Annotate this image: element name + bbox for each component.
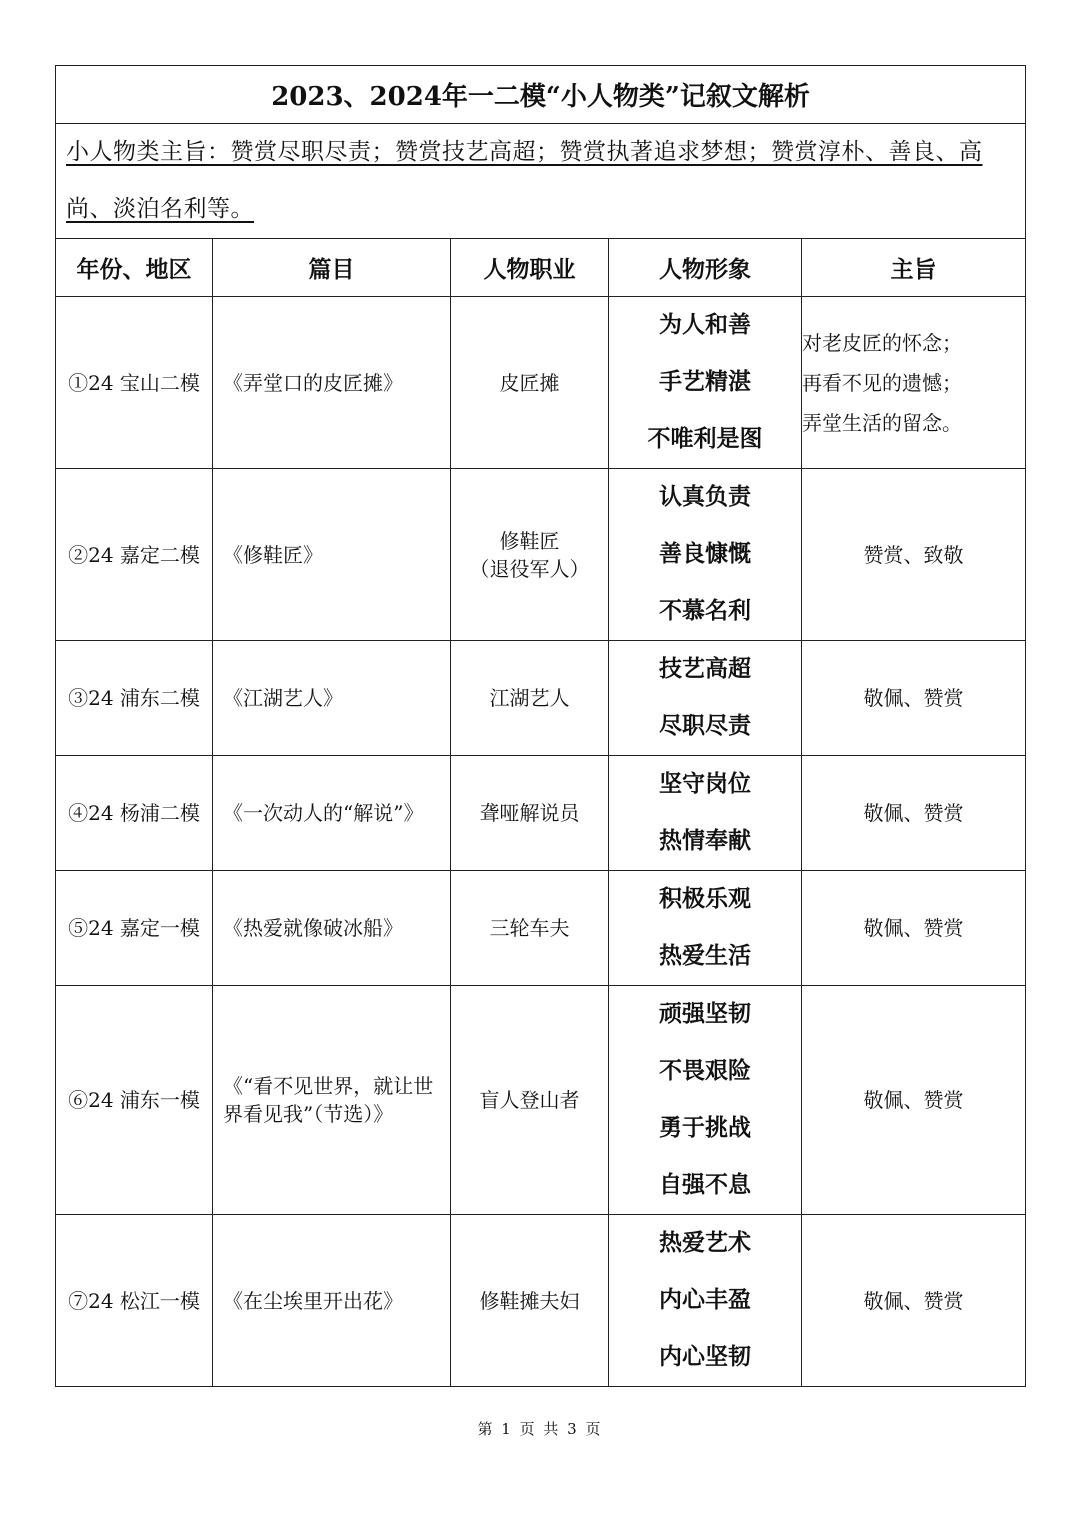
gist-line: 再看不见的遗憾； — [802, 370, 962, 395]
region-cell: ⑥24 浦东一模 — [56, 986, 213, 1215]
traits-cell — [609, 871, 802, 986]
theme-statement: 小人物类主旨：赞赏尽职尽责；赞赏技艺高超；赞赏执著追求梦想；赞赏淳朴、善良、高尚、淡泊名利等。 — [66, 139, 983, 222]
trait: 坚守岗位 — [659, 771, 751, 797]
traits-cell — [609, 297, 802, 469]
region-cell: ②24 嘉定二模 — [56, 469, 213, 641]
job-cell: 修鞋摊夫妇 — [451, 1215, 609, 1387]
trait: 积极乐观 — [659, 886, 751, 912]
job-cell: 皮匠摊 — [451, 297, 609, 469]
gist-cell: 赞赏、致敬 — [802, 469, 1026, 641]
gist-cell — [802, 297, 1026, 469]
trait: 热爱生活 — [659, 943, 751, 969]
table-row — [56, 1215, 1026, 1387]
gist-cell: 敬佩、赞赏 — [802, 871, 1026, 986]
gist-cell: 敬佩、赞赏 — [802, 986, 1026, 1215]
trait: 不唯利是图 — [647, 426, 763, 452]
traits-cell — [609, 469, 802, 641]
trait: 勇于挑战 — [659, 1115, 751, 1141]
trait: 不畏艰险 — [659, 1058, 751, 1084]
analysis-table — [55, 65, 1026, 1387]
trait: 内心丰盈 — [659, 1287, 751, 1313]
job-cell: 聋哑解说员 — [451, 756, 609, 871]
job-note: （退役军人） — [469, 556, 590, 581]
header-gist: 主旨 — [802, 239, 1026, 297]
table-row — [56, 986, 1026, 1215]
header-region: 年份、地区 — [56, 239, 213, 297]
trait: 自强不息 — [659, 1172, 751, 1198]
table-row — [56, 641, 1026, 756]
header-job: 人物职业 — [451, 239, 609, 297]
header-work: 篇目 — [213, 239, 451, 297]
work-cell: 《一次动人的“解说”》 — [213, 756, 451, 871]
region-cell: ⑤24 嘉定一模 — [56, 871, 213, 986]
gist-cell: 敬佩、赞赏 — [802, 641, 1026, 756]
job-cell: 三轮车夫 — [451, 871, 609, 986]
page-title: 2023、2024年一二模“小人物类”记叙文解析 — [56, 66, 1026, 124]
header-traits: 人物形象 — [609, 239, 802, 297]
gist-line: 弄堂生活的留念。 — [802, 410, 962, 435]
work-cell: 《“看不见世界，就让世界看见我”（节选）》 — [213, 986, 451, 1215]
work-cell: 《江湖艺人》 — [213, 641, 451, 756]
trait: 善良慷慨 — [659, 541, 751, 567]
traits-cell — [609, 986, 802, 1215]
job-title: 修鞋匠 — [499, 528, 560, 553]
trait: 内心坚韧 — [659, 1344, 751, 1370]
region-cell: ①24 宝山二模 — [56, 297, 213, 469]
traits-cell — [609, 641, 802, 756]
table-row — [56, 756, 1026, 871]
trait: 技艺高超 — [659, 656, 751, 682]
table-row — [56, 469, 1026, 641]
trait: 不慕名利 — [659, 598, 751, 624]
trait: 为人和善 — [659, 312, 751, 338]
gist-cell: 敬佩、赞赏 — [802, 1215, 1026, 1387]
traits-cell — [609, 1215, 802, 1387]
table-row — [56, 871, 1026, 986]
region-cell: ⑦24 松江一模 — [56, 1215, 213, 1387]
job-cell: 盲人登山者 — [451, 986, 609, 1215]
work-cell: 《修鞋匠》 — [213, 469, 451, 641]
theme-cell — [56, 124, 1026, 239]
trait: 热情奉献 — [659, 828, 751, 854]
trait: 手艺精湛 — [659, 369, 751, 395]
work-cell: 《热爱就像破冰船》 — [213, 871, 451, 986]
trait: 认真负责 — [659, 484, 751, 510]
trait: 尽职尽责 — [659, 713, 751, 739]
work-cell: 《在尘埃里开出花》 — [213, 1215, 451, 1387]
table-row — [56, 297, 1026, 469]
gist-line: 对老皮匠的怀念； — [802, 330, 962, 355]
region-cell: ④24 杨浦二模 — [56, 756, 213, 871]
work-cell: 《弄堂口的皮匠摊》 — [213, 297, 451, 469]
job-cell — [451, 469, 609, 641]
page-number: 第 1 页 共 3 页 — [477, 1420, 603, 1438]
header-row — [56, 239, 1026, 297]
trait: 顽强坚韧 — [659, 1001, 751, 1027]
trait: 热爱艺术 — [659, 1230, 751, 1256]
gist-cell: 敬佩、赞赏 — [802, 756, 1026, 871]
job-cell: 江湖艺人 — [451, 641, 609, 756]
region-cell: ③24 浦东二模 — [56, 641, 213, 756]
traits-cell — [609, 756, 802, 871]
